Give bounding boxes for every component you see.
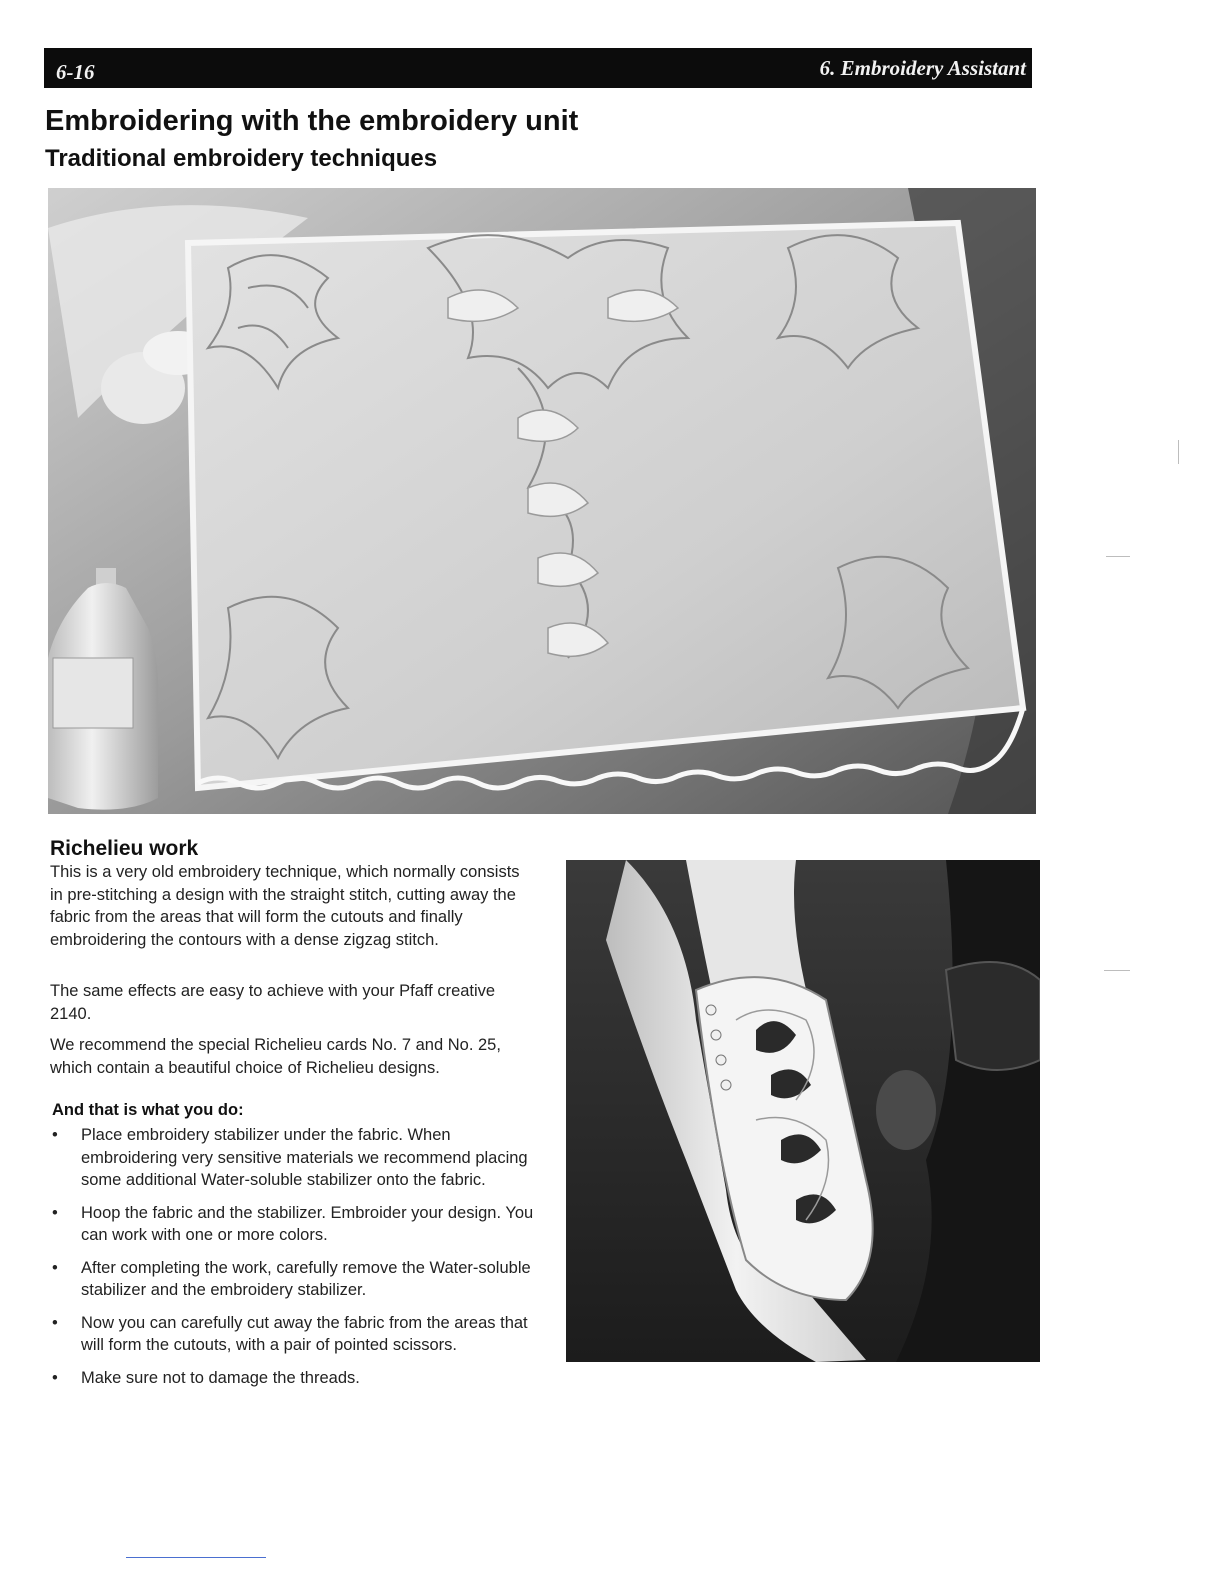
page-subtitle: Traditional embroidery techniques: [45, 145, 438, 172]
intro-paragraph: This is a very old embroidery technique, which normally consists in pre-stitching a design with the straight stitch, cutting away the fabric from the areas that will form the cutouts and finally embroidering the contours with a dense zigzag stitch.: [50, 863, 520, 949]
step-text: Now you can carefully cut away the fabric from the areas that will form the cutouts, with a pair of pointed scissors.: [81, 1313, 528, 1354]
page-title: Embroidering with the embroidery unit: [45, 105, 579, 137]
bullet: •: [52, 1313, 58, 1332]
margin-mark: [1104, 970, 1130, 971]
bullet: •: [52, 1368, 58, 1387]
step-text: Hoop the fabric and the stabilizer. Embroider your design. You can work with one or more colors.: [81, 1203, 534, 1244]
page-header-bar: [44, 48, 1032, 88]
cushion-photo: [48, 188, 1036, 814]
steps-list: [52, 1124, 542, 1399]
step-text: Place embroidery stabilizer under the fabric. When embroidering very sensitive materials we recommend placing some additional Water-soluble stabilizer onto the fabric.: [81, 1126, 528, 1189]
step-text: Make sure not to damage the threads.: [81, 1368, 360, 1387]
section-heading: Richelieu work: [50, 837, 199, 860]
list-item: [52, 1312, 542, 1357]
chapter-title: 6. Embroidery Assistant: [819, 56, 1026, 80]
cuff-photo: [566, 860, 1040, 1362]
pfaff-paragraph: The same effects are easy to achieve with your Pfaff creative 2140.: [50, 982, 496, 1023]
margin-mark: [1106, 556, 1130, 557]
page-number: 6-16: [56, 60, 95, 84]
recommendation-paragraph: We recommend the special Richelieu cards No. 7 and No. 25, which contain a beautiful choice of Richelieu designs.: [50, 1036, 501, 1077]
list-item: [52, 1257, 542, 1302]
bullet: •: [52, 1126, 58, 1144]
step-text: After completing the work, carefully remove the Water-soluble stabilizer and the embroidery stabilizer.: [81, 1258, 531, 1299]
margin-mark: [1178, 440, 1179, 464]
footer-rule: [126, 1557, 266, 1558]
list-item: [52, 1367, 542, 1390]
bullet: •: [52, 1258, 58, 1277]
list-item: [52, 1202, 542, 1247]
steps-heading: And that is what you do:: [52, 1101, 244, 1119]
list-item: [52, 1124, 542, 1192]
bullet: •: [52, 1203, 58, 1222]
